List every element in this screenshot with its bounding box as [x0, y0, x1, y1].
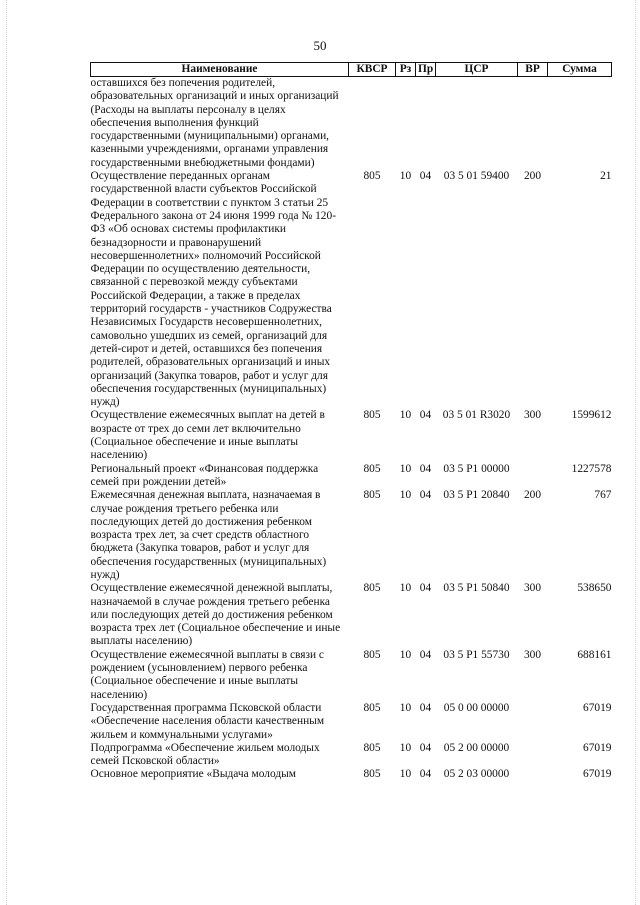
- cell-rz: 10: [399, 409, 412, 422]
- cell-vr: 300: [523, 409, 542, 422]
- cell-rz: 10: [399, 741, 412, 754]
- cell-sum: 21: [600, 170, 612, 183]
- cell-vr: [518, 702, 548, 742]
- table-body: [91, 77, 612, 782]
- cell-name: Осуществление ежемесячной выплаты в связи с рождением (усыновлением) первого ребенка (Социальное обеспечение и иные выплаты населению): [90, 648, 324, 701]
- cell-csr: 03 5 P1 00000: [443, 462, 510, 475]
- cell-name: Основное мероприятие «Выдача молодым: [90, 768, 296, 781]
- cell-sum: [548, 77, 612, 171]
- table-row: [91, 702, 612, 742]
- header-name: Наименование: [91, 63, 349, 77]
- cell-name: оставшихся без попечения родителей, образовательных организаций и иных организаций (Расходы на выплаты персоналу в целях обеспечения выполнения функций государственными (муниципальными) органами, казенными учреждениями, органами управления государственными внебюджетными фондами): [90, 77, 339, 169]
- cell-csr: 03 5 P1 20840: [443, 489, 510, 502]
- table-row: [91, 768, 612, 781]
- cell-name: Подпрограмма «Обеспечение жильем молодых семей Псковской области»: [90, 741, 320, 768]
- cell-kvsr: 805: [363, 489, 381, 502]
- cell-pr: 04: [419, 462, 432, 475]
- cell-vr: 200: [523, 489, 542, 502]
- cell-rz: 10: [399, 170, 412, 183]
- cell-sum: 67019: [583, 701, 612, 714]
- cell-sum: 67019: [583, 768, 612, 781]
- cell-csr: 05 2 00 00000: [443, 741, 510, 754]
- cell-csr: 03 5 01 R3020: [442, 409, 511, 422]
- cell-kvsr: 805: [363, 768, 381, 781]
- table-row: [91, 170, 612, 409]
- cell-sum: 688161: [577, 648, 612, 661]
- cell-vr: [518, 77, 548, 171]
- cell-name: Осуществление ежемесячной денежной выплаты, назначаемой в случае рождения третьего ребенка или последующих детей до достижения ребенком возраста трех лет (Социальное обеспечение и иные выплаты населению): [90, 582, 341, 648]
- cell-rz: 10: [399, 582, 412, 595]
- scan-margin-left: [6, 0, 8, 905]
- cell-csr: 03 5 P1 55730: [443, 648, 510, 661]
- cell-pr: 04: [419, 489, 432, 502]
- cell-kvsr: 805: [363, 741, 381, 754]
- page-number: 50: [313, 38, 327, 53]
- table-header: [91, 63, 612, 77]
- cell-pr: 04: [419, 741, 432, 754]
- cell-name: Осуществление ежемесячных выплат на детей в возрасте от трех до семи лет включительно (Социальное обеспечение и иные выплаты населению): [90, 409, 325, 462]
- cell-rz: 10: [399, 462, 412, 475]
- cell-pr: 04: [419, 648, 432, 661]
- cell-name: Осуществление переданных органам государственной власти субъектов Российской Федерации в соответствии с пунктом 3 статьи 25 Федерального закона от 24 июня 1999 года № 120-ФЗ «Об основах системы профилактики безнадзорности и правонарушений несовершеннолетних» полномочий Российской Федерации по осуществлению деятельности, связанной с перевозкой между субъектами Российской Федерации, а также в пределах территорий государств - участников Содружества Независимых Государств несовершеннолетних, самовольно ушедших из семей, организаций для детей-сирот и детей, оставшихся без попечения родителей, образовательных организаций и иных организаций (Закупка товаров, работ и услуг для обеспечения государственных (муниципальных) нужд): [90, 170, 336, 409]
- cell-pr: 04: [419, 582, 432, 595]
- table-row: [91, 649, 612, 702]
- cell-pr: 04: [419, 170, 432, 183]
- cell-name: Государственная программа Псковской области «Обеспечение населения области качественным жильем и коммунальными услугами»: [90, 701, 325, 741]
- cell-kvsr: 805: [363, 701, 381, 714]
- cell-csr: [436, 77, 518, 171]
- cell-rz: [396, 77, 416, 171]
- scan-margin-right: [635, 0, 637, 905]
- cell-sum: 767: [594, 489, 612, 502]
- cell-vr: [518, 463, 548, 490]
- cell-vr: 300: [523, 648, 542, 661]
- header-csr: ЦСР: [436, 63, 518, 77]
- table-row: [91, 489, 612, 582]
- cell-rz: 10: [399, 701, 412, 714]
- cell-kvsr: 805: [363, 170, 381, 183]
- table-row: [91, 409, 612, 462]
- header-vr: ВР: [518, 63, 548, 77]
- cell-rz: 10: [399, 648, 412, 661]
- table-row: [91, 742, 612, 769]
- cell-pr: 04: [419, 409, 432, 422]
- cell-vr: [518, 742, 548, 769]
- cell-csr: 03 5 01 59400: [443, 170, 510, 183]
- table-row: [91, 463, 612, 490]
- cell-sum: 1227578: [571, 462, 612, 475]
- header-pr: Пр: [416, 63, 436, 77]
- cell-csr: 05 2 03 00000: [443, 768, 510, 781]
- cell-pr: 04: [419, 701, 432, 714]
- cell-kvsr: 805: [363, 409, 381, 422]
- cell-kvsr: [349, 77, 396, 171]
- cell-vr: 200: [523, 170, 542, 183]
- cell-sum: 1599612: [571, 409, 612, 422]
- cell-vr: [518, 768, 548, 781]
- cell-rz: 10: [399, 489, 412, 502]
- cell-kvsr: 805: [363, 648, 381, 661]
- cell-name: Региональный проект «Финансовая поддержка семей при рождении детей»: [90, 462, 319, 488]
- cell-pr: 04: [419, 768, 432, 781]
- header-kvsr: КВСР: [349, 63, 396, 77]
- cell-csr: 03 5 P1 50840: [443, 582, 510, 595]
- header-sum: Сумма: [548, 63, 612, 77]
- budget-table: [90, 62, 612, 782]
- cell-csr: 05 0 00 00000: [443, 701, 510, 714]
- cell-vr: 300: [523, 582, 542, 595]
- cell-name: Ежемесячная денежная выплата, назначаемая в случае рождения третьего ребенка или последующих детей до достижения ребенком возраста трех лет, за счет средств областного бюджета (Закупка товаров, работ и услуг для обеспечения государственных (муниципальных) нужд): [90, 489, 327, 581]
- cell-sum: 538650: [577, 582, 612, 595]
- cell-kvsr: 805: [363, 462, 381, 475]
- cell-sum: 67019: [583, 741, 612, 754]
- table-row: [91, 582, 612, 648]
- cell-pr: [416, 77, 436, 171]
- table-row: [91, 77, 612, 171]
- header-rz: Рз: [396, 63, 416, 77]
- cell-rz: 10: [399, 768, 412, 781]
- cell-kvsr: 805: [363, 582, 381, 595]
